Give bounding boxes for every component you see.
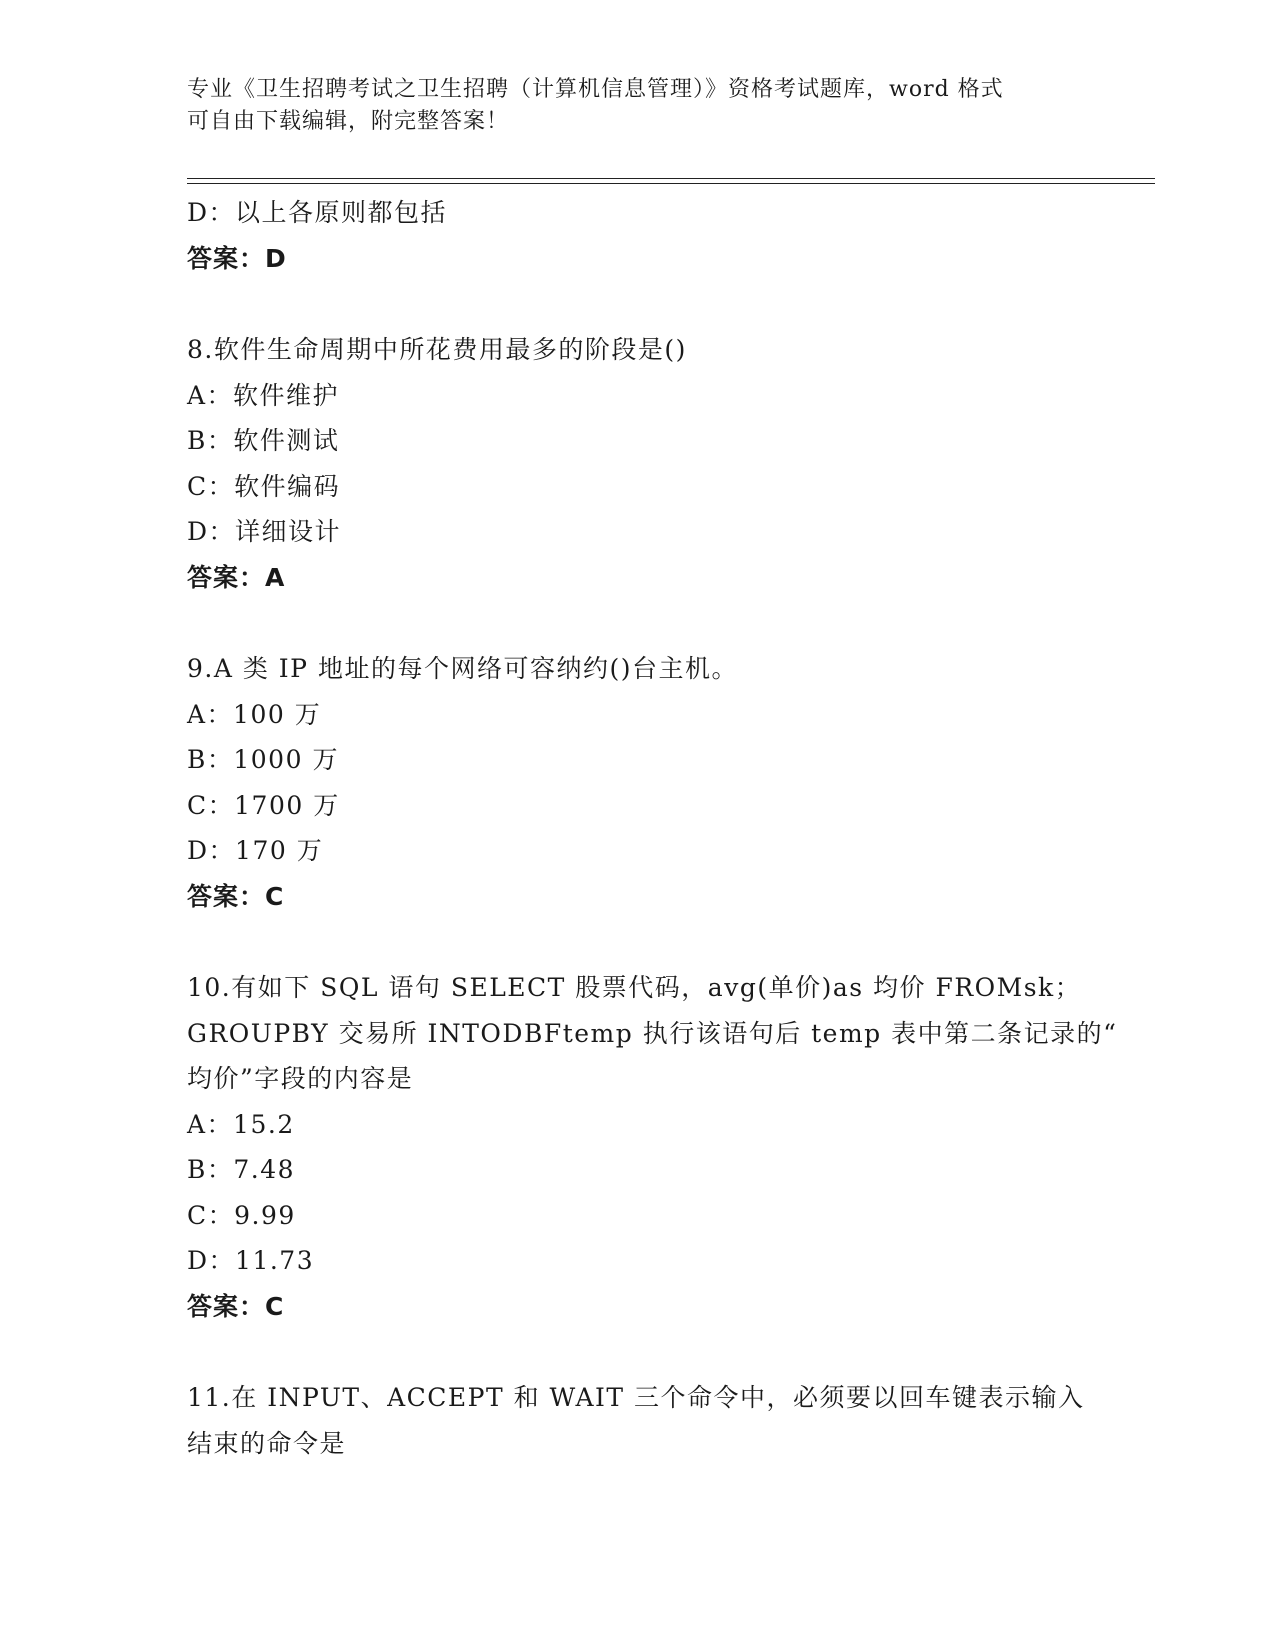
- q9-option-c: C：1700 万: [187, 790, 340, 820]
- q9-answer: 答案：C: [187, 881, 285, 911]
- q10-question-line-1: 10.有如下 SQL 语句 SELECT 股票代码，avg(单价)as 均价 FROMsk；: [187, 973, 1082, 1002]
- q8-option-c: C：软件编码: [187, 471, 341, 501]
- q9-option-d: D：170 万: [187, 836, 324, 865]
- document-header: [187, 74, 1067, 138]
- q8-option-b: B：软件测试: [187, 426, 340, 455]
- prev-option-d: D：以上各原则都包括: [187, 198, 448, 227]
- q10-option-b: B：7.48: [187, 1155, 296, 1184]
- q8-question: 8.软件生命周期中所花费用最多的阶段是(): [187, 335, 687, 364]
- q10-question-line-3: 均价”字段的内容是: [187, 1064, 414, 1093]
- spacer: [187, 919, 1087, 965]
- header-divider-top: [187, 178, 1155, 179]
- q9-question: 9.A 类 IP 地址的每个网络可容纳约()台主机。: [187, 654, 738, 683]
- prev-answer: 答案：D: [187, 243, 287, 273]
- q10-answer: 答案：C: [187, 1291, 285, 1321]
- question-content: [187, 190, 1118, 1466]
- header-line-2: 可自由下载编辑，附完整答案！: [187, 109, 510, 134]
- spacer: [187, 1329, 1087, 1375]
- q9-option-b: B：1000 万: [187, 745, 339, 774]
- header-divider-bottom: [187, 183, 1155, 184]
- q11-question-line-1: 11.在 INPUT、ACCEPT 和 WAIT 三个命令中，必须要以回车键表示输入: [187, 1383, 1085, 1412]
- header-line-1: 专业《卫生招聘考试之卫生招聘（计算机信息管理）》资格考试题库，word 格式: [187, 77, 1004, 102]
- q8-answer: 答案：A: [187, 562, 286, 592]
- q10-option-d: D：11.73: [187, 1246, 315, 1275]
- q8-option-a: A：软件维护: [187, 380, 340, 410]
- q10-option-a: A：15.2: [187, 1109, 295, 1139]
- spacer: [187, 600, 1087, 646]
- q10-option-c: C：9.99: [187, 1200, 296, 1230]
- q8-option-d: D：详细设计: [187, 517, 342, 546]
- q11-question-line-2: 结束的命令是: [187, 1428, 347, 1458]
- q9-option-a: A：100 万: [187, 699, 322, 729]
- q10-question-line-2: GROUPBY 交易所 INTODBFtemp 执行该语句后 temp 表中第二条记录的“: [187, 1018, 1118, 1048]
- spacer: [187, 281, 1087, 327]
